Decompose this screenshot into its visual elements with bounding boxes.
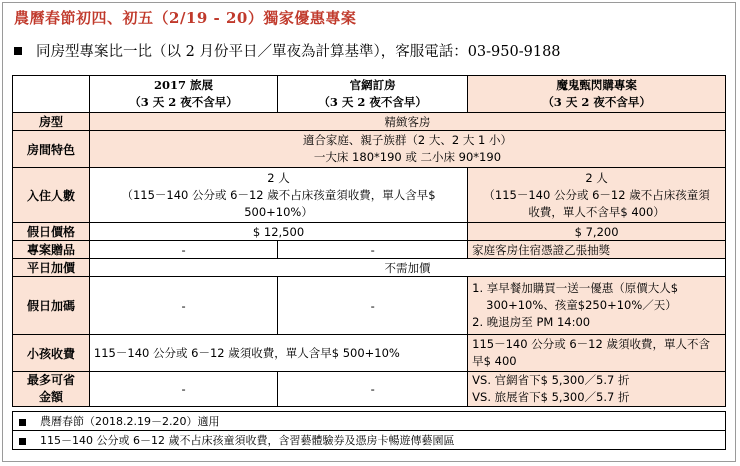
header-official-title: 官網訂房 [349, 78, 396, 92]
holiday-extra-official: - [278, 277, 468, 335]
guests-right-cell [468, 168, 726, 223]
row-label-holiday-extra: 假日加碼 [13, 277, 90, 335]
row-label-child-fee: 小孩收費 [13, 335, 90, 372]
holiday-extra-item-1-line-2: 300+10%、孩童$250+10%／天） [486, 298, 677, 312]
note-text: 農曆春節（2018.2.19－2.20）適用 [40, 415, 220, 428]
header-empty-cell [13, 76, 90, 113]
weekday-extra-value: 不需加價 [89, 259, 725, 277]
header-official [278, 76, 468, 113]
features-line-1: 適合家庭、親子族群（2 大、2 大 1 小） [302, 133, 512, 147]
gift-flash: 家庭客房住宿憑證乙張抽獎 [468, 241, 726, 259]
holiday-extra-expo: - [89, 277, 277, 335]
guests-right-count: 2 人 [585, 170, 608, 185]
header-official-note: （3 天 2 夜不含早） [318, 95, 427, 109]
table-row-features [13, 131, 726, 168]
holiday-extra-item-2: 2. 晚退房至 PM 14:00 [472, 315, 591, 329]
note-text: 115－140 公分或 6－12 歲不占床孩童須收費，含習藝體驗券及憑房卡暢遊傳藝園區 [40, 434, 455, 447]
bullet-square-icon [19, 419, 26, 426]
guests-left-count: 2 人 [267, 170, 290, 185]
savings-official: - [278, 372, 468, 407]
header-expo [89, 76, 277, 113]
table-row-gift [13, 241, 726, 259]
guests-left-cell [89, 168, 467, 223]
header-flash-note: （3 天 2 夜不含早） [542, 95, 651, 109]
savings-line-2: VS. 旅展省下$ 5,300／5.7 折 [472, 390, 630, 404]
row-label-gift: 專案贈品 [13, 241, 90, 259]
row-label-features: 房間特色 [13, 131, 90, 168]
table-row-holiday-price [13, 223, 726, 241]
savings-label-line-2: 金額 [38, 390, 63, 404]
notes-table [12, 411, 726, 450]
savings-label-line-1: 最多可省 [26, 373, 75, 387]
table-row-savings [13, 372, 726, 407]
savings-expo: - [89, 372, 277, 407]
table-row-holiday-extra [13, 277, 726, 335]
note-row [13, 431, 726, 450]
gift-official: - [278, 241, 468, 259]
header-flash-title: 魔鬼甄閃購專案 [556, 78, 637, 92]
holiday-price-right: $ 7,200 [468, 223, 726, 241]
child-fee-left: 115－140 公分或 6－12 歲須收費，單人含早$ 500+10% [89, 335, 467, 372]
features-line-2: 一大床 180*190 或 二小床 90*190 [313, 150, 502, 164]
guests-right-line-2: 收費，單人不含早$ 400） [528, 204, 665, 219]
child-fee-right-line-2: 早$ 400 [472, 354, 517, 368]
row-label-room-type: 房型 [13, 113, 90, 131]
guests-left-line-2: 500+10%） [244, 204, 313, 219]
page-subtitle [14, 40, 561, 61]
row-label-weekday-extra: 平日加價 [13, 259, 90, 277]
header-expo-note: （3 天 2 夜不含早） [129, 95, 238, 109]
subtitle-text: 同房型專案比一比（以 2 月份平日／單夜為計算基準），客服電話：03-950-9188 [36, 44, 561, 60]
table-row-room-type [13, 113, 726, 131]
note-row [13, 412, 726, 431]
header-expo-title: 2017 旅展 [154, 78, 214, 92]
header-flash-sale [468, 76, 726, 113]
guests-left-line-1: （115－140 公分或 6－12 歲不占床孩童須收費，單人含早$ [121, 187, 436, 202]
features-value [89, 131, 725, 168]
table-header-row [13, 76, 726, 113]
savings-line-1: VS. 官網省下$ 5,300／5.7 折 [472, 373, 630, 387]
bullet-square-icon [19, 438, 26, 445]
room-type-value: 精緻客房 [89, 113, 725, 131]
savings-flash [468, 372, 726, 407]
child-fee-right-line-1: 115－140 公分或 6－12 歲須收費，單人不含 [472, 337, 710, 351]
comparison-table [12, 75, 726, 407]
child-fee-right [468, 335, 726, 372]
holiday-extra-flash [468, 277, 726, 335]
row-label-guests: 入住人數 [13, 168, 90, 223]
bullet-square-icon [14, 47, 22, 55]
row-label-holiday-price: 假日價格 [13, 223, 90, 241]
page-title: 農曆春節初四、初五（2/19 - 20）獨家優惠專案 [14, 9, 357, 27]
gift-expo: - [89, 241, 277, 259]
row-label-savings [13, 372, 90, 407]
table-row-child-fee [13, 335, 726, 372]
guests-right-line-1: （115－140 公分或 6－12 歲不占床孩童須 [483, 187, 710, 202]
note-item [13, 431, 726, 450]
note-item [13, 412, 726, 431]
table-row-guests [13, 168, 726, 223]
holiday-extra-item-1-line-1: 1. 享早餐加購買一送一優惠（原價大人$ [472, 281, 679, 295]
holiday-price-left: $ 12,500 [89, 223, 467, 241]
table-row-weekday-extra [13, 259, 726, 277]
